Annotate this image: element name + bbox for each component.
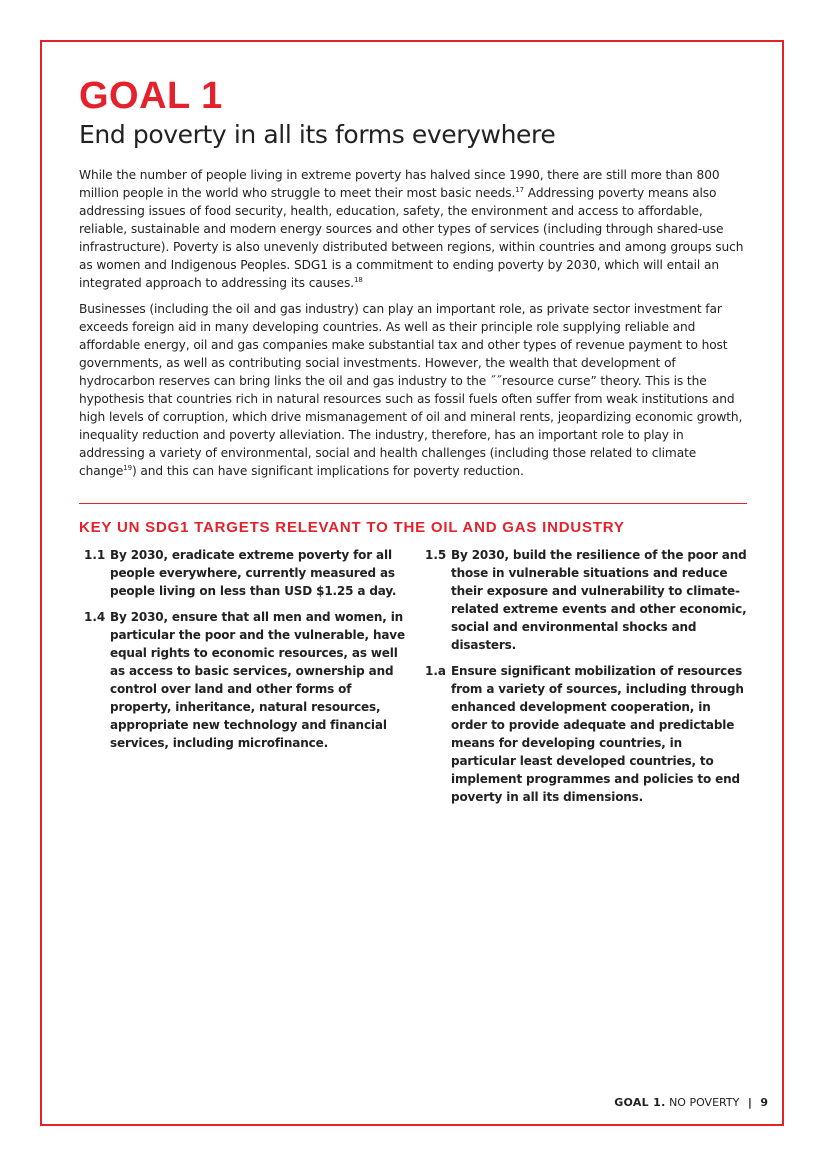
targets-column-right (425, 546, 747, 814)
footnote-ref-19[interactable]: 19 (123, 463, 132, 472)
footer-label: NO POVERTY (669, 1096, 740, 1109)
targets-heading: KEY UN SDG1 TARGETS RELEVANT TO THE OIL AND GAS INDUSTRY (79, 519, 625, 536)
footer-separator: | (747, 1096, 752, 1109)
goal-label: GOAL 1 (79, 75, 223, 117)
target-number: 1.4 (84, 610, 106, 624)
section-divider (79, 503, 747, 504)
target-item (425, 662, 747, 806)
intro-body (79, 166, 747, 488)
target-item (84, 608, 406, 752)
intro-paragraph-2: Businesses (including the oil and gas industry) can play an important role, as private sector investment far exceeds foreign aid in many developing countries. As well as their principle role supplying reliable and affordable energy, oil and gas companies make substantial tax and other types of revenue payment to host governments, as well as contributing social investments. However, the wealth that development of hydrocarbon reserves can bring links the oil and gas industry to the ˝˝resource curse” theory. This is the hypothesis that countries rich in natural resources such as fossil fuels often suffer from weak institutions and high levels of corruption, which drive mismanagement of oil and mineral rents, jeopardizing economic growth, inequality reduction and poverty alleviation. The industry, therefore, has an important role to play in addressing a variety of environmental, social and health challenges (including those related to climate change$^{19}$) and this can have significant implications for poverty reduction. (79, 302, 743, 478)
footnote-ref-17[interactable]: 17 (515, 185, 525, 194)
target-text: By 2030, build the resilience of the poor and those in vulnerable situations and reduce their exposure and vulnerability to climate-related extreme events and other economic, social and environmental shocks and disasters. (451, 548, 747, 652)
target-number: 1.1 (84, 548, 106, 562)
target-item (84, 546, 406, 600)
target-text: By 2030, ensure that all men and women, in particular the poor and the vulnerable, have equal rights to economic resources, as well as access to basic services, ownership and control over land and other forms of property, inheritance, natural resources, appropriate new technology and financial services, including microfinance. (110, 610, 405, 750)
target-item (425, 546, 747, 654)
targets-column-left (84, 546, 406, 760)
target-text: Ensure significant mobilization of resources from a variety of sources, including through enhanced development cooperation, in order to provide adequate and predictable means for developing countries, in particular least developed countries, to implement programmes and policies to end poverty in all its dimensions. (451, 664, 744, 804)
intro-paragraph-1: While the number of people living in extreme poverty has halved since 1990, there are still more than 800 million people in the world who struggle to meet their most basic needs.$^{17}$ Addressing poverty means also addressing issues of food security, health, education, safety, the environment and access to affordable, reliable, sustainable and modern energy sources and other types of services (including through shared-use infrastructure). Poverty is also unevenly distributed between regions, within countries and among groups such as women and Indigenous Peoples. SDG1 is a commitment to ending poverty by 2030, which will entail an integrated approach to addressing its causes.$^{18}$ (79, 168, 744, 290)
footer-section: GOAL 1. (614, 1096, 666, 1109)
target-text: By 2030, eradicate extreme poverty for all people everywhere, currently measured as people living on less than USD $1.25 a day. (110, 548, 397, 598)
page-footer (614, 1095, 768, 1111)
footnote-ref-18[interactable]: 18 (353, 275, 363, 284)
page-number: 9 (760, 1096, 768, 1109)
goal-title: End poverty in all its forms everywhere (79, 120, 556, 149)
target-number: 1.5 (425, 548, 447, 562)
target-number: 1.a (425, 664, 447, 678)
